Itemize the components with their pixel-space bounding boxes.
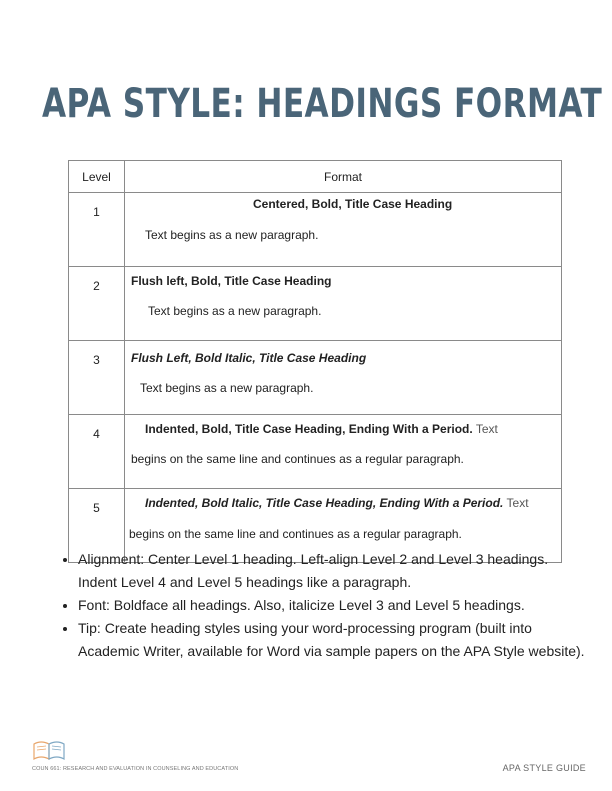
level-number: 5 bbox=[69, 489, 125, 563]
level-number: 1 bbox=[69, 193, 125, 267]
headings-table bbox=[68, 160, 562, 563]
table-row bbox=[69, 415, 562, 489]
paragraph-example: begins on the same line and continues as a regular paragraph. bbox=[131, 452, 464, 466]
guideline-list bbox=[62, 548, 588, 663]
level-number: 2 bbox=[69, 267, 125, 341]
list-item: • Font: Boldface all headings. Also, italicize Level 3 and Level 5 headings. bbox=[78, 594, 588, 617]
heading-example: Indented, Bold Italic, Title Case Heading, Ending With a Period. bbox=[145, 496, 504, 510]
level-number: 3 bbox=[69, 341, 125, 415]
format-column-header: Format bbox=[125, 161, 562, 193]
open-book-icon bbox=[32, 738, 66, 762]
guide-footer: APA STYLE GUIDE bbox=[502, 763, 586, 773]
paragraph-example: Text begins as a new paragraph. bbox=[140, 381, 314, 395]
paragraph-example: begins on the same line and continues as a regular paragraph. bbox=[129, 527, 462, 541]
table-row bbox=[69, 341, 562, 415]
paragraph-example: Text begins as a new paragraph. bbox=[145, 228, 319, 242]
table-row bbox=[69, 193, 562, 267]
table-row bbox=[69, 267, 562, 341]
level-number: 4 bbox=[69, 415, 125, 489]
inline-text: Text bbox=[475, 422, 498, 436]
course-footer: COUN 661: RESEARCH AND EVALUATION IN COUNSELING AND EDUCATION bbox=[32, 766, 239, 772]
list-item: • Tip: Create heading styles using your word-processing program (built into Academic Writer, available for Word via sample papers on the APA Style website). bbox=[78, 617, 588, 663]
paragraph-example: Text begins as a new paragraph. bbox=[148, 304, 322, 318]
heading-example: Flush Left, Bold Italic, Title Case Heading bbox=[131, 351, 367, 365]
page-title: APA STYLE: HEADINGS FORMAT bbox=[42, 81, 603, 127]
level-column-header: Level bbox=[69, 161, 125, 193]
table-header-row bbox=[69, 161, 562, 193]
heading-example: Indented, Bold, Title Case Heading, Ending With a Period. bbox=[145, 422, 473, 436]
inline-text: Text bbox=[506, 496, 529, 510]
heading-example: Centered, Bold, Title Case Heading bbox=[253, 197, 453, 211]
list-item: • Alignment: Center Level 1 heading. Left-align Level 2 and Level 3 headings. Indent Level 4 and Level 5 headings like a paragraph. bbox=[78, 548, 588, 594]
heading-example: Flush left, Bold, Title Case Heading bbox=[131, 274, 332, 288]
